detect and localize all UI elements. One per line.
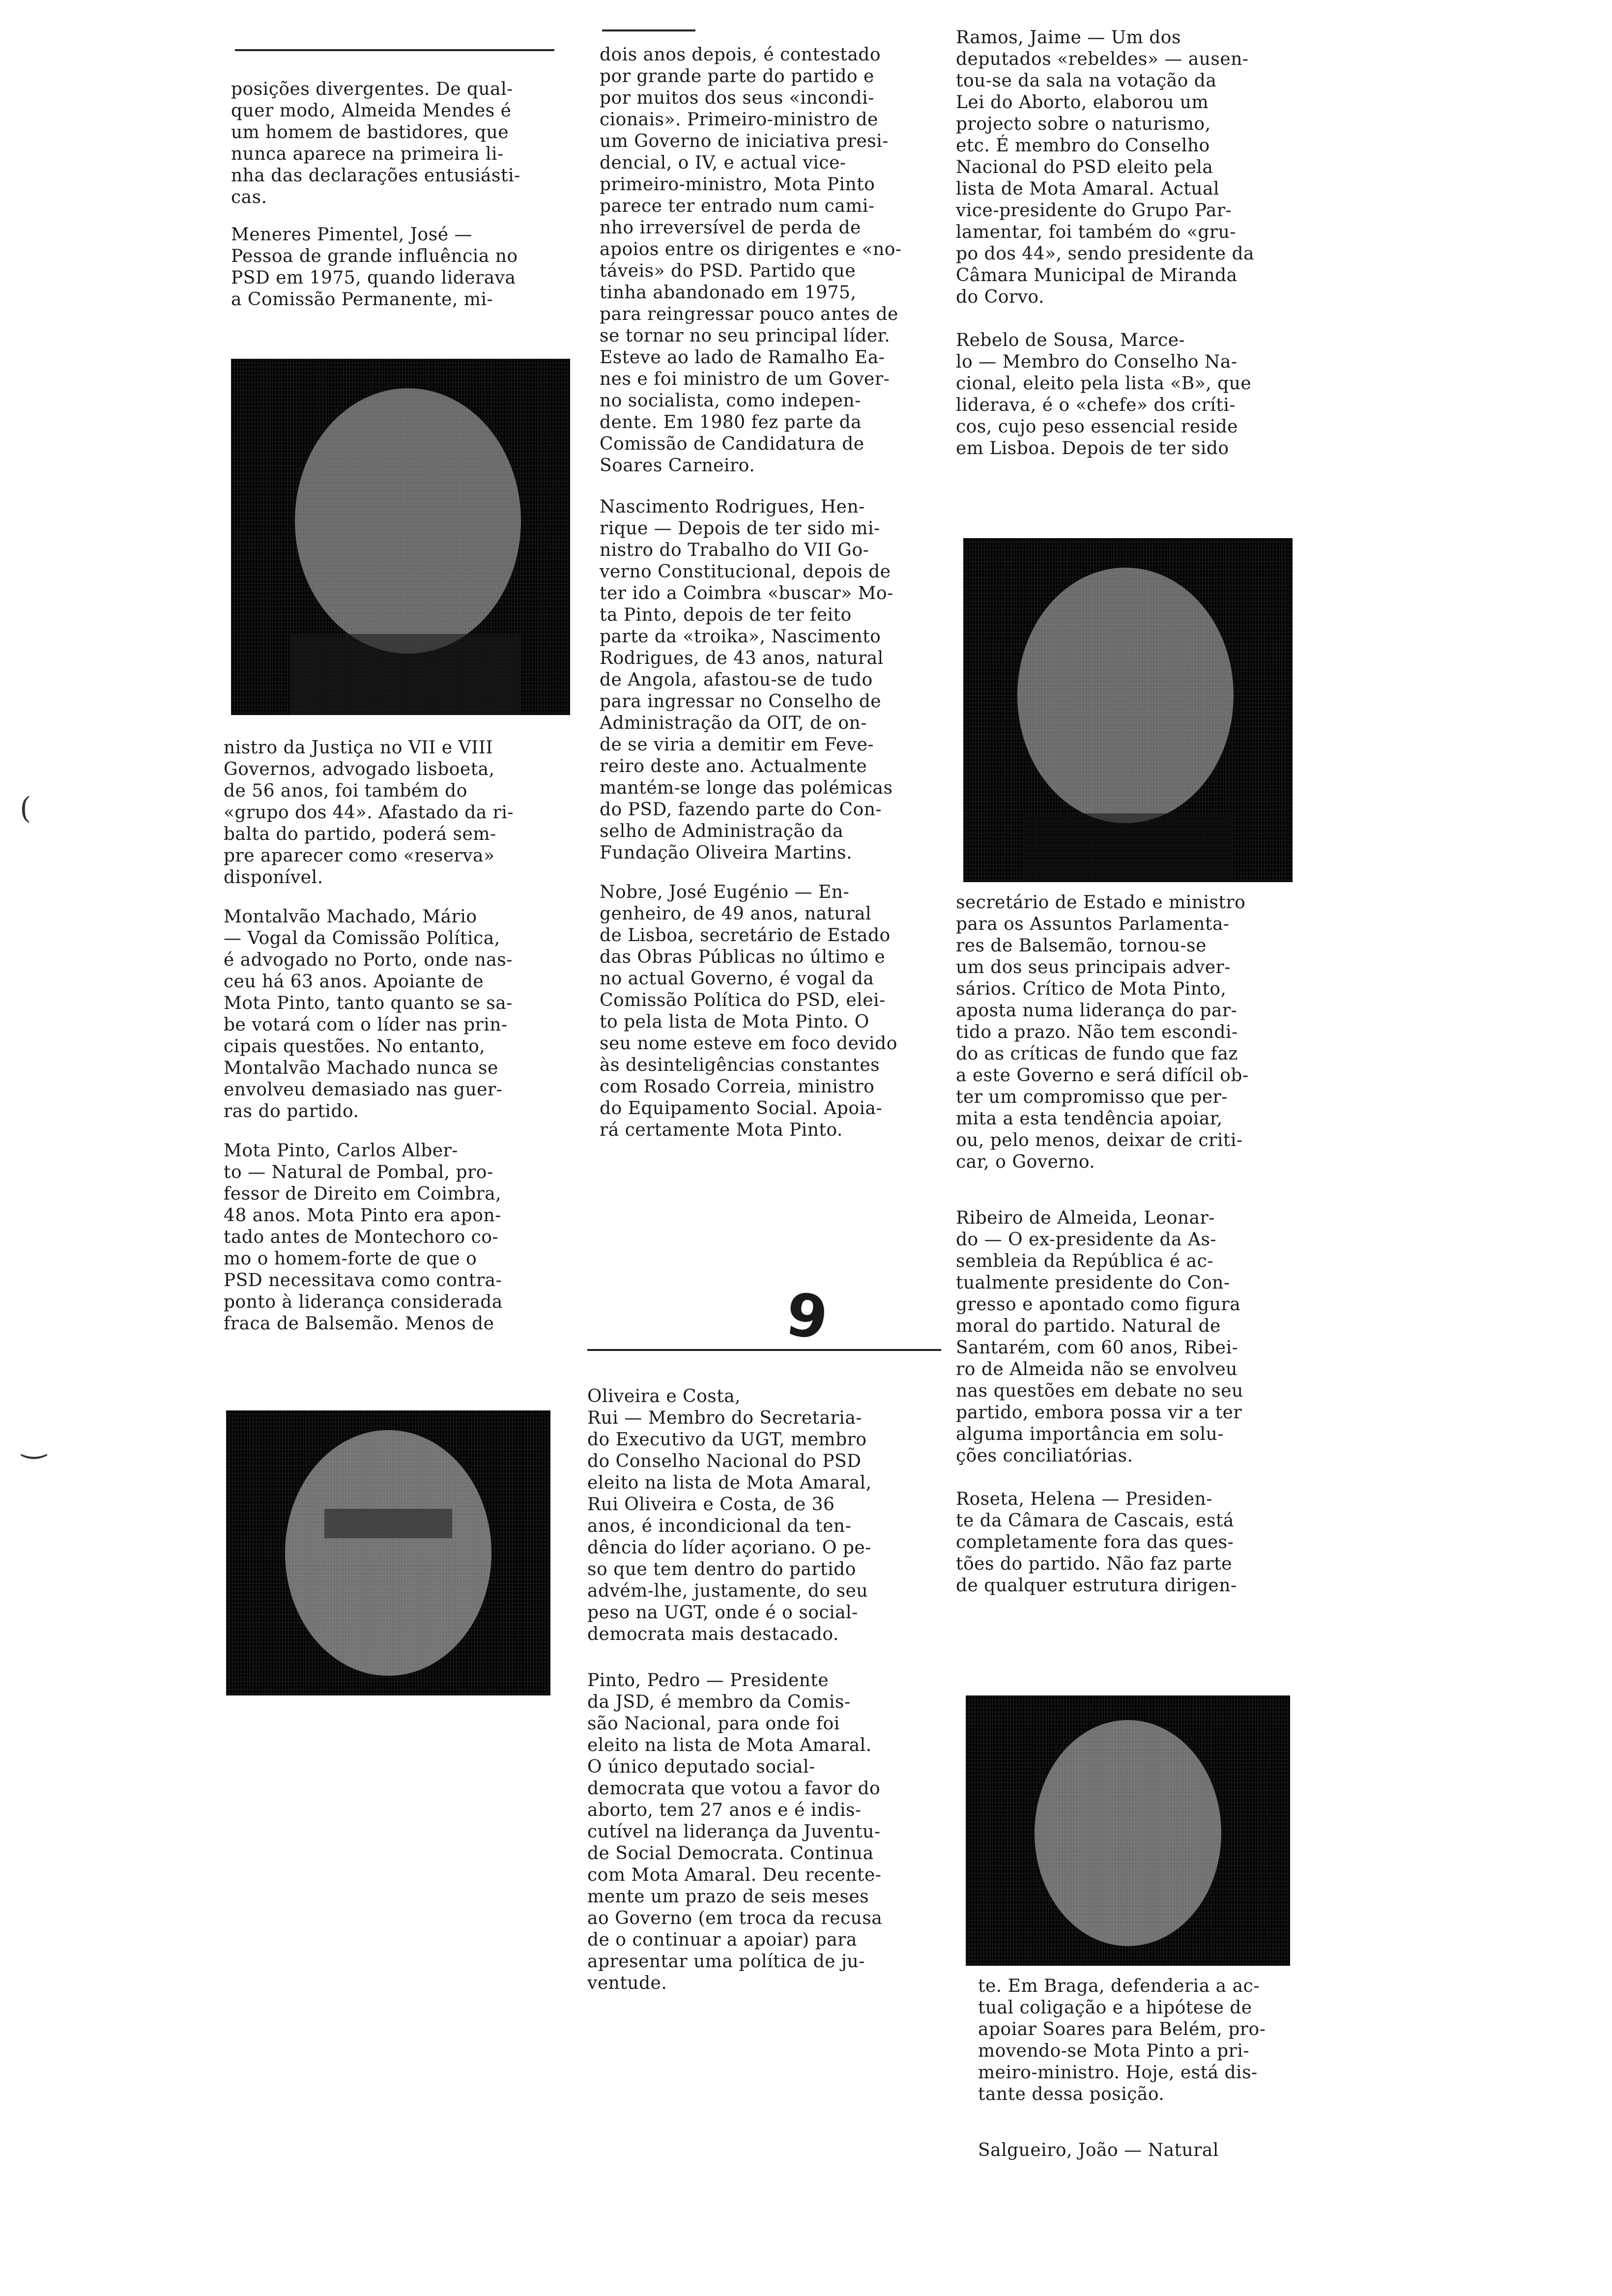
photo-mota-pinto (226, 1410, 550, 1695)
right-block-4: Ribeiro de Almeida, Leonar- do — O ex-presidente da As- sembleia da República é ac- tualmente presidente do Con- gresso e apontado como figura moral do partido. Natural de Santarém, com 60 anos, Ribei- ro de Almeida não se envolveu nas questões em debate no seu partido, embora possa vir a ter alguma importância em solu- ções conciliatórias. (956, 1208, 1243, 1466)
middle-column-2 (587, 1386, 941, 1994)
middle-block-2: Nascimento Rodrigues, Hen- rique — Depois de ter sido mi- nistro do Trabalho do VII Go- verno Constitucional, depois de ter ido a Coimbra «buscar» Mo- ta Pinto, depois de ter feito parte da «troika», Nascimento Rodrigues, de 43 anos, natural de Angola, afastou-se de tudo para ingressar no Conselho de Administração da OIT, de on- de se viria a demitir em Feve- reiro deste ano. Actualmente mantém-se longe das polémicas do PSD, fazendo parte do Con- selho de Administração da Fundação Oliveira Martins. (600, 497, 893, 863)
right-column (956, 27, 1310, 459)
top-rule-middle (602, 29, 695, 31)
middle-block-5: Pinto, Pedro — Presidente da JSD, é membro da Comis- são Nacional, para onde foi eleito na lista de Mota Amaral. O único deputado social- democrata que votou a favor do aborto, tem 27 anos e é indis- cutível na liderança da Juventu- de Social Democrata. Continua com Mota Amaral. Deu recente- mente um prazo de seis meses ao Governo (em troca da recusa de o continuar a apoiar) para apresentar uma política de ju- ventude. (587, 1670, 883, 1993)
middle-block-4: Oliveira e Costa, Rui — Membro do Secretaria- do Executivo da UGT, membro do Conselho Nacional do PSD eleito na lista de Mota Amaral, Rui Oliveira e Costa, de 36 anos, é incondicional da ten- dência do líder açoriano. O pe- so que tem dentro do partido advém-lhe, justamente, do seu peso na UGT, onde é o social- democrata mais destacado. (587, 1386, 872, 1644)
photo-meneres-pimentel (231, 359, 570, 715)
right-column-2 (956, 892, 1310, 1597)
portrait-silhouette (963, 538, 1293, 882)
photo-helena-roseta (966, 1695, 1290, 1966)
scan-mark-bracket: ( (20, 791, 31, 826)
scan-mark-dash: ‿ (22, 1425, 46, 1460)
page-number: 9 (781, 1280, 832, 1354)
middle-separator-rule (587, 1349, 941, 1351)
right-block-3: secretário de Estado e ministro para os Assuntos Parlamenta- res de Balsemão, tornou-se um dos seus principais adver- sários. Crítico de Mota Pinto, aposta numa liderança do par- tido a prazo. Não tem escondi- do as críticas de fundo que faz a este Governo e será difícil ob- ter um compromisso que per- mita a esta tendência apoiar, ou, pelo menos, deixar de criti- car, o Governo. (956, 892, 1249, 1172)
left-column-2 (224, 737, 568, 1335)
left-column (231, 79, 565, 311)
portrait-silhouette (966, 1695, 1290, 1966)
left-block-3: nistro da Justiça no VII e VIII Governos, advogado lisboeta, de 56 anos, foi também do «grupo dos 44». Afastado da ri- balta do partido, poderá sem- pre aparecer como «reserva» disponível. (224, 738, 514, 888)
portrait-silhouette (226, 1410, 550, 1695)
middle-block-3: Nobre, José Eugénio — En- genheiro, de 49 anos, natural de Lisboa, secretário de Estado das Obras Públicas no último e no actual Governo, é vogal da Comissão Política do PSD, elei- to pela lista de Mota Pinto. O seu nome esteve em foco devido às desinteligências constantes com Rosado Correia, ministro do Equipamento Social. Apoia- rá certamente Mota Pinto. (600, 882, 897, 1140)
left-block-5: Mota Pinto, Carlos Alber- to — Natural de Pombal, pro- fessor de Direito em Coimbra, 48 anos. Mota Pinto era apon- tado antes de Montechoro co- mo o homem-forte de que o PSD necessitava como contra- ponto à liderança considerada fraca de Balsemão. Menos de (224, 1141, 503, 1334)
right-block-6: te. Em Braga, defenderia a ac- tual coligação e a hipótese de apoiar Soares para Belém, pro- movendo-se Mota Pinto a pri- meiro-ministro. Hoje, está dis- tante dessa posição. (978, 1976, 1266, 2104)
right-block-1: Ramos, Jaime — Um dos deputados «rebeldes» — ausen- tou-se da sala na votação da Lei do Aborto, elaborou um projecto sobre o naturismo, etc. É membro do Conselho Nacional do PSD eleito pela lista de Mota Amaral. Actual vice-presidente do Grupo Par- lamentar, foi também do «gru- po dos 44», sendo presidente da Câmara Municipal de Miranda do Corvo. (956, 28, 1254, 307)
left-block-2: Meneres Pimentel, José — Pessoa de grande influência no PSD em 1975, quando liderava a Comissão Permanente, mi- (231, 225, 518, 310)
left-block-4: Montalvão Machado, Mário — Vogal da Comissão Política, é advogado no Porto, onde nas- ceu há 63 anos. Apoiante de Mota Pinto, tanto quanto se sa- be votará com o líder nas prin- cipais questões. No entanto, Montalvão Machado nunca se envolveu demasiado nas guer- ras do partido. (224, 907, 513, 1121)
right-block-2: Rebelo de Sousa, Marce- lo — Membro do Conselho Na- cional, eleito pela lista «B», que liderava, é o «chefe» dos críti- cos, cujo peso essencial reside em Lisboa. Depois de ter sido (956, 330, 1252, 459)
middle-block-1: dois anos depois, é contestado por grande parte do partido e por muitos dos seus «incondi- cionais». Primeiro-ministro de um Governo de iniciativa presi- dencial, o IV, e actual vice- primeiro-ministro, Mota Pinto parece ter entrado num cami- nho irreversível de perda de apoios entre os dirigentes e «no- táveis» do PSD. Partido que tinha abandonado em 1975, para reingressar pouco antes de se tornar no seu principal líder. Esteve ao lado de Ramalho Ea- nes e foi ministro de um Gover- no socialista, como indepen- dente. Em 1980 fez parte da Comissão de Candidatura de Soares Carneiro. (600, 45, 902, 476)
left-block-1: posições divergentes. De qual- quer modo, Almeida Mendes é um homem de bastidores, que nunca aparece na primeira li- nha das declarações entusiásti- cas. (231, 79, 520, 207)
photo-rebelo-de-sousa (963, 538, 1293, 882)
right-block-7: Salgueiro, João — Natural (978, 2140, 1219, 2160)
right-column-3 (978, 1976, 1322, 2161)
portrait-silhouette (231, 359, 570, 715)
middle-column (600, 44, 953, 1141)
right-block-5: Roseta, Helena — Presiden- te da Câmara de Cascais, está completamente fora das ques- tões do partido. Não faz parte de qualquer estrutura dirigen- (956, 1489, 1237, 1596)
top-rule-left (235, 49, 554, 51)
